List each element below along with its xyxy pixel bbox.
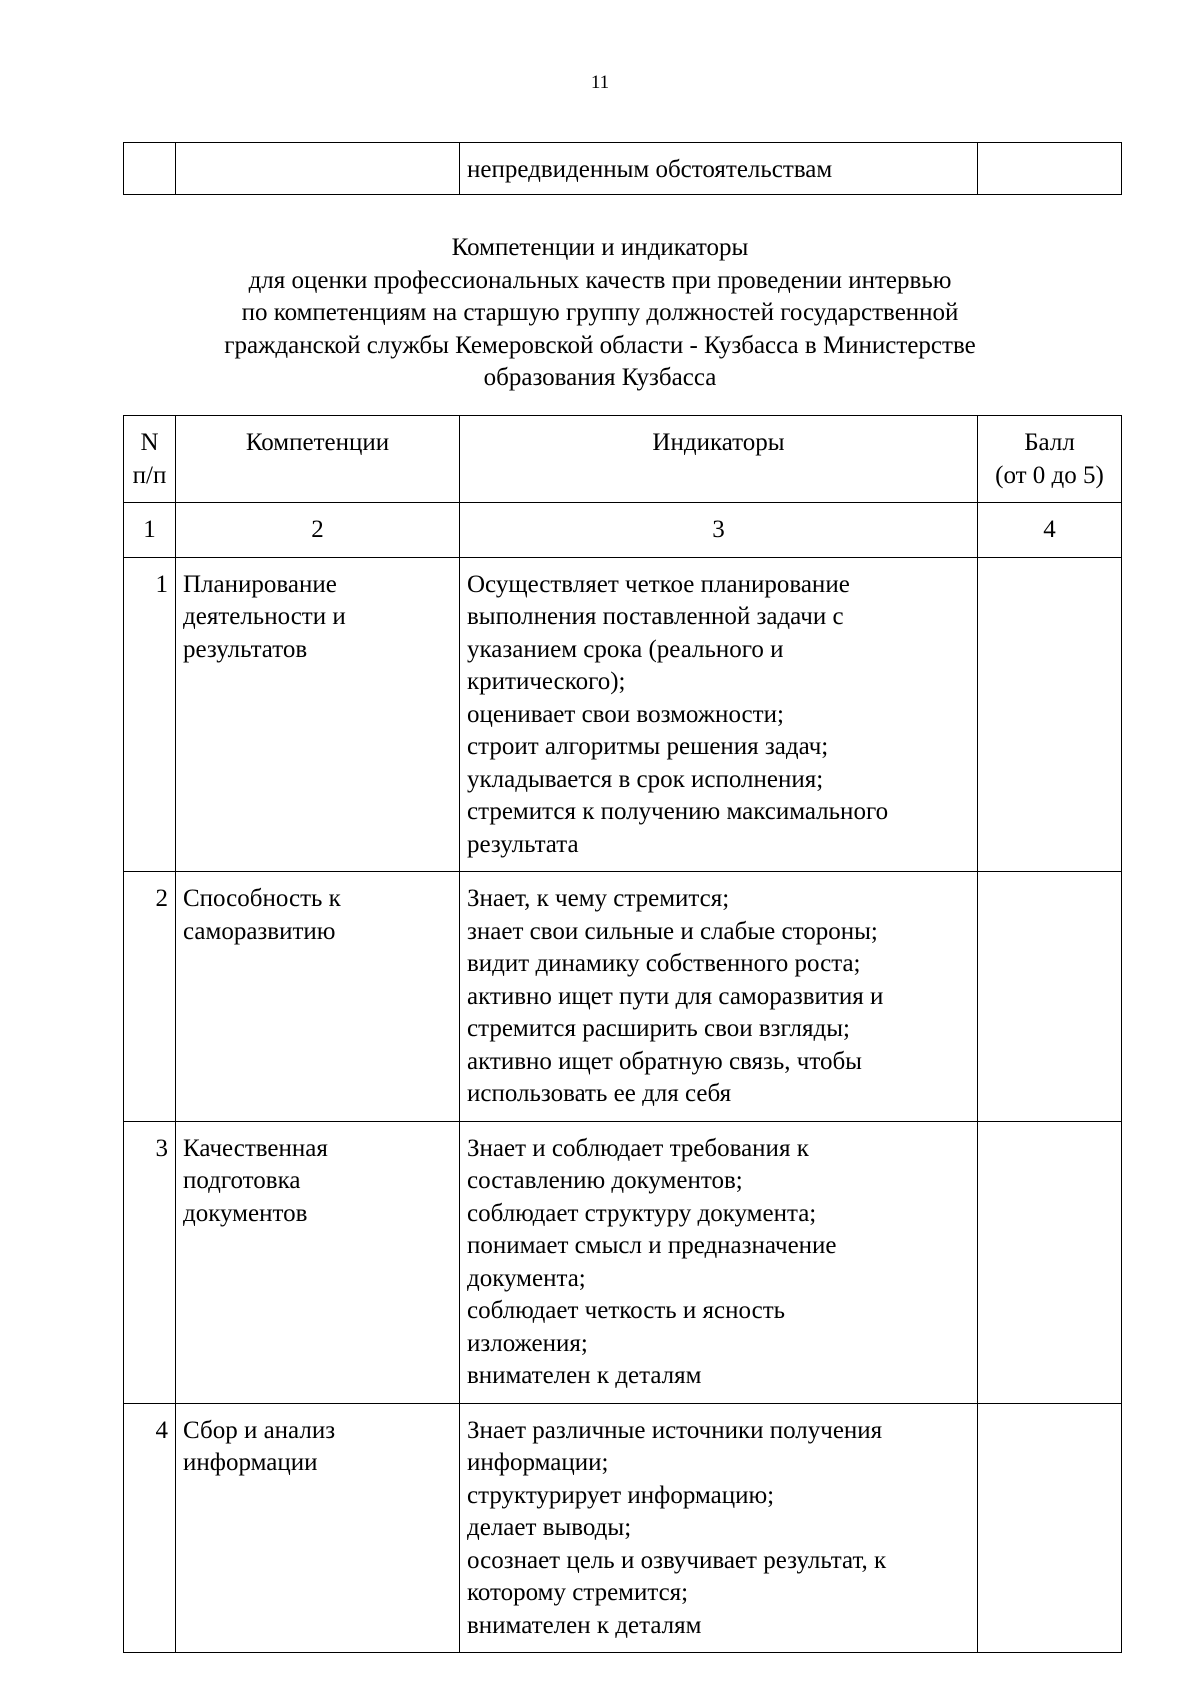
header-indicators: Индикаторы	[460, 416, 978, 503]
row-indicators: Знает, к чему стремится; знает свои сильные и слабые стороны; видит динамику собственного роста; активно ищет пути для саморазвития и стремится расширить свои взгляды; активно ищет обратную связь, чтобы использовать ее для себя	[460, 872, 978, 1122]
table-cell-competence	[176, 143, 460, 195]
column-number: 3	[460, 503, 978, 558]
table-row	[124, 872, 1122, 1122]
table-row	[124, 1121, 1122, 1403]
table-row	[124, 143, 1122, 195]
row-indicators: Осуществляет четкое планирование выполнения поставленной задачи с указанием срока (реального и критического); оценивает свои возможности; строит алгоритмы решения задач; укладывается в срок исполнения; стремится к получению максимального результата	[460, 557, 978, 872]
table-cell-num	[124, 143, 176, 195]
header-num: N п/п	[124, 416, 176, 503]
row-competence: Способность к саморазвитию	[176, 872, 460, 1122]
table-row	[124, 1403, 1122, 1653]
row-score	[978, 872, 1122, 1122]
row-number: 3	[124, 1121, 176, 1403]
table-cell-score	[978, 143, 1122, 195]
row-competence: Сбор и анализ информации	[176, 1403, 460, 1653]
table-header-row	[124, 416, 1122, 503]
row-indicators: Знает различные источники получения информации; структурирует информацию; делает выводы; осознает цель и озвучивает результат, к которому стремится; внимателен к деталям	[460, 1403, 978, 1653]
page-number: 11	[590, 72, 610, 93]
row-score	[978, 1403, 1122, 1653]
column-number: 4	[978, 503, 1122, 558]
row-indicators: Знает и соблюдает требования к составлению документов; соблюдает структуру документа; понимает смысл и предназначение документа; соблюдает четкость и ясность изложения; внимателен к деталям	[460, 1121, 978, 1403]
header-competence: Компетенции	[176, 416, 460, 503]
row-number: 1	[124, 557, 176, 872]
continuation-table	[123, 142, 1122, 195]
column-number: 2	[176, 503, 460, 558]
row-competence: Качественная подготовка документов	[176, 1121, 460, 1403]
row-number: 2	[124, 872, 176, 1122]
table-row	[124, 557, 1122, 872]
column-number-row	[124, 503, 1122, 558]
row-competence: Планирование деятельности и результатов	[176, 557, 460, 872]
table-cell-indicators: непредвиденным обстоятельствам	[460, 143, 978, 195]
row-score	[978, 557, 1122, 872]
row-number: 4	[124, 1403, 176, 1653]
competence-table	[123, 415, 1122, 1653]
row-score	[978, 1121, 1122, 1403]
header-score: Балл (от 0 до 5)	[978, 416, 1122, 503]
section-title: Компетенции и индикаторы для оценки профессиональных качеств при проведении интервью по компетенциям на старшую группу должностей государственной гражданской службы Кемеровской области - Кузбасса в Министерстве образования Кузбасса	[224, 234, 976, 391]
column-number: 1	[124, 503, 176, 558]
